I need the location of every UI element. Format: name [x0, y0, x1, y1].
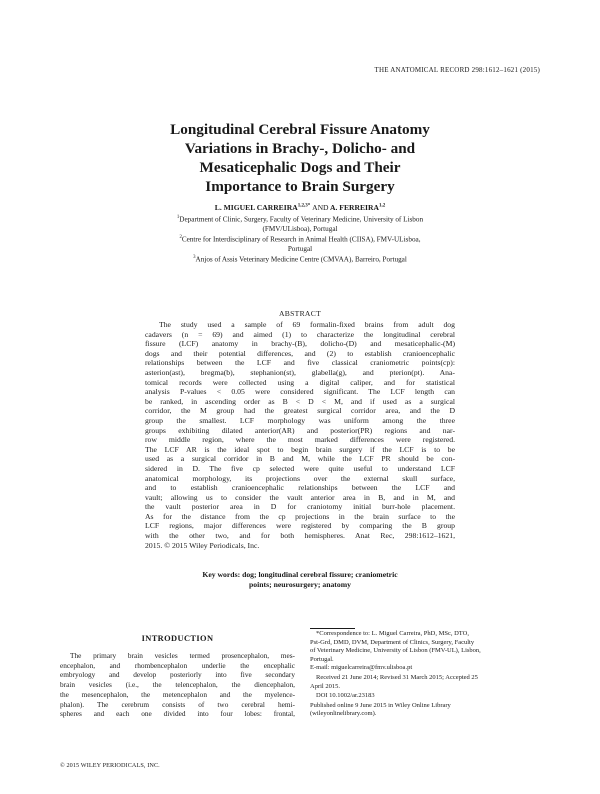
affiliation	[100, 253, 500, 265]
text-line: fissure (LCF) anatomy in brachy-(B), dolicho-(D) and mesaticephalic-(M)	[145, 339, 455, 349]
abstract-heading: ABSTRACT	[278, 309, 322, 318]
author-name: A. FERREIRA	[330, 203, 379, 212]
introduction-body	[60, 651, 295, 719]
text-line: The primary brain vesicles termed prosencephalon, mes-	[70, 651, 295, 660]
affiliation-line: Portugal	[287, 245, 313, 254]
text-line: embryology and develop posteriorly into five secondary	[60, 670, 295, 680]
text-line: LCF regions, major differences were registered by comparing the B group	[145, 521, 455, 531]
text-line: the mesencephalon, the metencephalon and the myelence-	[60, 689, 295, 699]
text-line: groups exhibiting dilated anterior(AR) and posterior(PR) regions and nar-	[145, 425, 455, 435]
text-line: used as a surgical corridor in B and M, while the LCF PR should be con-	[145, 454, 455, 464]
article-title	[100, 120, 500, 196]
text-line: row middle region, where the most marked differences were registered.	[145, 435, 455, 445]
section-heading: INTRODUCTION	[141, 634, 214, 643]
title-line: Longitudinal Cerebral Fissure Anatomy	[170, 121, 430, 138]
author-name: L. MIGUEL CARREIRA	[214, 203, 298, 212]
title-line: Importance to Brain Surgery	[205, 178, 395, 195]
text-line: and to establish cranioencephalic relationships between the LCF and	[145, 483, 455, 493]
email-link[interactable]: E-mail: miguelcarreira@fmv.ulisboa.pt	[310, 664, 413, 672]
affiliation-number: 1	[176, 215, 180, 220]
text-line: relationships between the LCF and five classical craniometric points(cp):	[145, 358, 455, 368]
keywords-text: points; neurosurgery; anatomy	[249, 579, 351, 589]
affiliation	[100, 233, 500, 255]
text-line: vault; allowing us to consider the vault anterior area in B, and in M, and	[145, 492, 455, 502]
keywords-label: Key words:	[202, 570, 241, 579]
abstract-body	[145, 320, 455, 550]
affiliation-number: 2	[179, 235, 182, 240]
text-line: phalon). The cerebrum consists of two cerebral hemi-	[60, 699, 295, 709]
text-line: corridor, the M group had the greatest surgical corridor area, and the D	[145, 406, 455, 416]
keywords-text: dog; longitudinal cerebral fissure; craniometric	[242, 570, 398, 579]
text-line: asterion(ast), bregma(b), stephanion(st), glabella(g), and pterion(pt). Ana-	[145, 367, 455, 377]
correspondence-note: *Correspondence to: L. Miguel Carreira, PhD, MSc, DTO, Pst-Grd, DMD, DVM, Department of Clinics, Surgery, Faculty of Veterinary Medicine, University of Lisbon (FMV-UL), Lisbon, Portugal. E-mail: miguelcarreira@fmv.ulisboa.pt	[310, 630, 545, 673]
text-line: As for the distance from the cp projections in the brain surface to the	[145, 511, 455, 521]
text-line: anatomical morphology, its projections over the external skull surface,	[145, 473, 455, 483]
text-line: group the smallest. LCF morphology was uniform among the three	[145, 415, 455, 425]
footnote-rule	[310, 628, 355, 629]
affiliation-line: Centre for Interdisciplinary of Research in Animal Health (CIISA), FMV-ULisboa,	[181, 235, 421, 244]
affiliation-line: Department of Clinic, Surgery, Faculty of Veterinary Medicine, University of Lisbon	[179, 215, 424, 224]
affiliation-line: Anjos of Assis Veterinary Medicine Centre (CMVAA), Barreiro, Portugal	[195, 255, 407, 264]
text-line: sidered in D. The five cp selected were quite useful to understand LCF	[145, 463, 455, 473]
author-superscript: 1,2,3*	[297, 203, 311, 209]
text-line: The study used a sample of 69 formalin-fixed brains from adult dog	[159, 320, 455, 329]
copyright-footer: © 2015 WILEY PERIODICALS, INC.	[60, 762, 160, 769]
author-superscript: 1,2	[378, 203, 386, 209]
text-line: analysis P-values < 0.05 were considered significant. The LCF length can	[145, 387, 455, 397]
author-list	[100, 203, 500, 212]
text-line: dogs and their potential differences, and (2) to establish cranioencephalic	[145, 348, 455, 358]
title-line: Variations in Brachy-, Dolicho- and	[184, 140, 416, 157]
text-line: tomical records were collected using a digital caliper, and for statistical	[145, 377, 455, 387]
affiliation-line: (FMV/ULisboa), Portugal	[262, 225, 338, 234]
received-note: Received 21 June 2014; Revised 31 March 2015; Accepted 25 April 2015.	[310, 673, 478, 690]
title-line: Mesaticephalic Dogs and Their	[199, 159, 401, 176]
doi-note[interactable]: DOI 10.1002/ar.23183	[316, 692, 375, 700]
text-line: encephalon, and rhombencephalon underlie the encephalic	[60, 660, 295, 670]
text-line: be ranked, in ascending order as B < D < M, and if used as a surgical	[145, 396, 455, 406]
text-line: cadavers (n = 69) and aimed (1) to characterize the longitudinal cerebral	[145, 329, 455, 339]
text-line: spheres and each one divided into four lobes: frontal,	[60, 709, 295, 719]
keywords	[145, 570, 455, 590]
text-line: brain vesicles (i.e., the telencephalon, the diencephalon,	[60, 680, 295, 690]
text-line: with the other two, and for both hemispheres. Anat Rec, 298:1612–1621,	[145, 531, 455, 541]
footnotes	[310, 630, 545, 720]
author-conjunction: AND	[312, 203, 329, 212]
affiliation	[100, 213, 500, 235]
text-line: the vault posterior area in D for craniotomy initial burr-hole placement.	[145, 502, 455, 512]
text-line: The LCF AR is the ideal spot to begin brain surgery if the LCF is to be	[145, 444, 455, 454]
journal-header: THE ANATOMICAL RECORD 298:1612–1621 (2015)	[374, 66, 540, 74]
published-note: Published online 9 June 2015 in Wiley Online Library (wileyonlinelibrary.com).	[310, 701, 451, 718]
affiliation-number: 3	[193, 255, 196, 260]
text-line: 2015. © 2015 Wiley Periodicals, Inc.	[145, 540, 260, 550]
